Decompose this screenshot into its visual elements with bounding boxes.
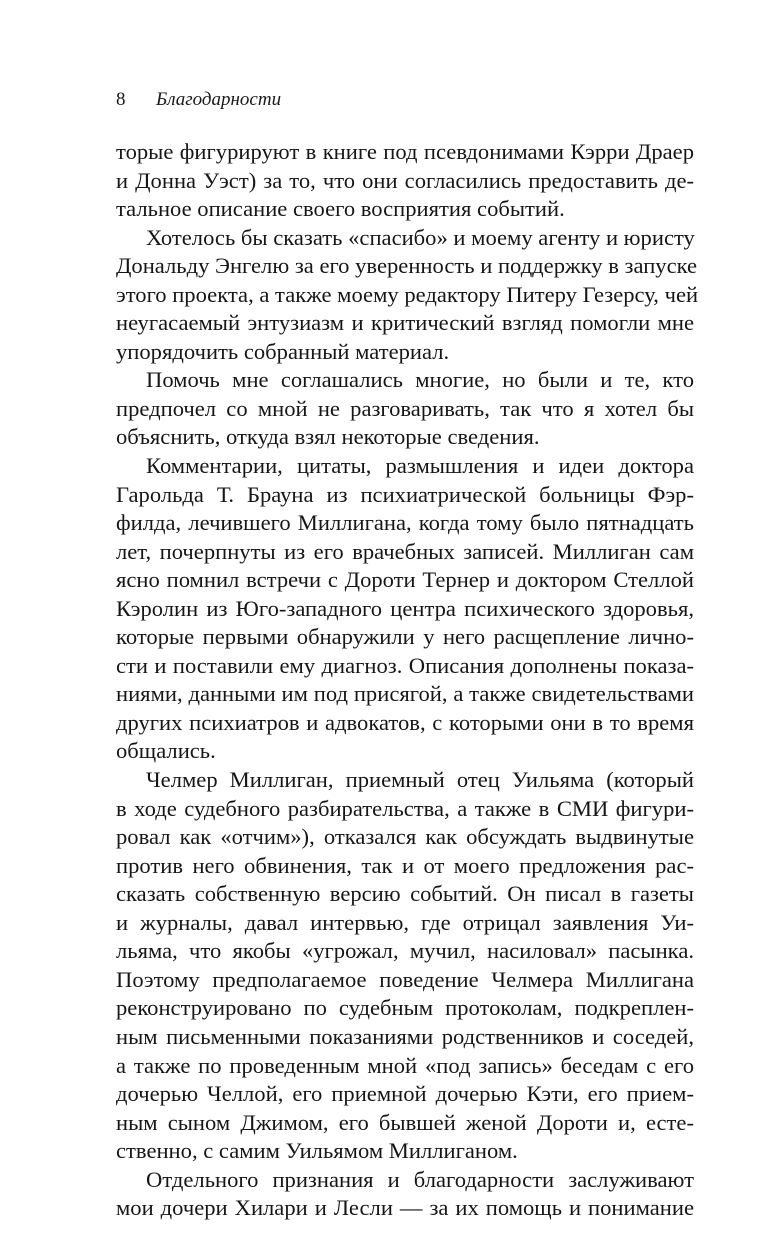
paragraph [116, 224, 699, 367]
text-line: а также по проведенным мной «под запись» беседам с его [116, 1052, 694, 1078]
text-line: неугасаемый энтузиазм и критический взгляд помогли мне [116, 310, 694, 336]
paragraph [116, 366, 694, 452]
text-line: Кэролин из Юго-западного центра психического здоровья, [116, 595, 694, 621]
text-line: сти и поставили ему диагноз. Описания дополнены показа- [116, 652, 694, 678]
text-line: дочерью Челлой, его приемной дочерью Кэти, его прием- [116, 1081, 694, 1107]
paragraph [116, 766, 694, 1166]
text-line: сказать собственную версию событий. Он писал в газеты [116, 881, 694, 907]
text-line: торые фигурируют в книге под псевдонимами Кэрри Драер [116, 139, 694, 164]
text-line: льяма, что якобы «угрожал, мучил, насиловал» пасынка. [116, 938, 694, 964]
paragraph [116, 138, 694, 224]
text-line: ным письменными показаниями родственников и соседей, [116, 1023, 694, 1049]
text-line: ниями, данными им под присягой, а также свидетельствами [116, 681, 694, 707]
text-line: против него обвинения, так и от моего предложения рас- [116, 852, 694, 878]
running-title: Благодарности [156, 89, 282, 110]
text-line: упорядочить собранный материал. [116, 338, 450, 364]
text-line: Челмер Миллиган, приемный отец Уильяма (который [146, 767, 694, 793]
text-line: общались. [116, 738, 216, 764]
text-line: предпочел со мной не разговаривать, так что я хотел бы [116, 395, 694, 421]
text-line: в ходе судебного разбирательства, а также в СМИ фигури- [116, 795, 694, 821]
text-line: Гарольда Т. Брауна из психиатрической больницы Фэр- [116, 481, 694, 507]
text-line: и журналы, давал интервью, где отрицал заявления Уи- [116, 909, 694, 935]
text-line: Поэтому предполагаемое поведение Челмера Миллигана [116, 966, 694, 992]
text-line: филда, лечившего Миллигана, когда тому было пятнадцать [116, 510, 694, 536]
text-line: реконструировано по судебным протоколам, подкреплен- [116, 995, 694, 1021]
text-line: других психиатров и адвокатов, с которыми они в то время [116, 709, 694, 735]
text-line: ясно помнил встречи с Дороти Тернер и доктором Стеллой [116, 567, 694, 593]
text-line: тальное описание своего восприятия событий. [116, 196, 565, 222]
text-line: Помочь мне соглашались многие, но были и те, кто [146, 367, 694, 393]
text-line: которые первыми обнаружили у него расщепление лично- [116, 624, 694, 650]
text-line: объяснить, откуда взял некоторые сведения. [116, 424, 540, 450]
text-line: Комментарии, цитаты, размышления и идеи доктора [146, 453, 694, 479]
text-line: ровал как «отчим»), отказался как обсуждать выдвинутые [116, 824, 694, 850]
text-line: ственно, с самим Уильямом Миллиганом. [116, 1138, 518, 1164]
text-line: Хотелось бы сказать «спасибо» и моему агенту и юристу [146, 224, 695, 250]
paragraph [116, 1166, 694, 1223]
body-text [116, 138, 699, 1223]
text-line: ным сыном Джимом, его бывшей женой Дороти и, есте- [116, 1109, 694, 1135]
text-line: Дональду Энгелю за его уверенность и поддержку в запуске [116, 253, 698, 279]
paragraph [116, 452, 694, 766]
text-line: мои дочери Хилари и Лесли — за их помощь и понимание [116, 1195, 694, 1221]
text-line: этого проекта, а также моему редактору Питеру Гезерсу, чей [116, 281, 699, 307]
text-line: лет, почерпнуты из его врачебных записей. Миллиган сам [116, 538, 694, 564]
text-line: и Донна Уэст) за то, что они согласились предоставить де- [116, 167, 694, 193]
running-head [116, 89, 281, 111]
text-line: Отдельного признания и благодарности заслуживают [146, 1166, 694, 1192]
page-number: 8 [116, 89, 126, 110]
